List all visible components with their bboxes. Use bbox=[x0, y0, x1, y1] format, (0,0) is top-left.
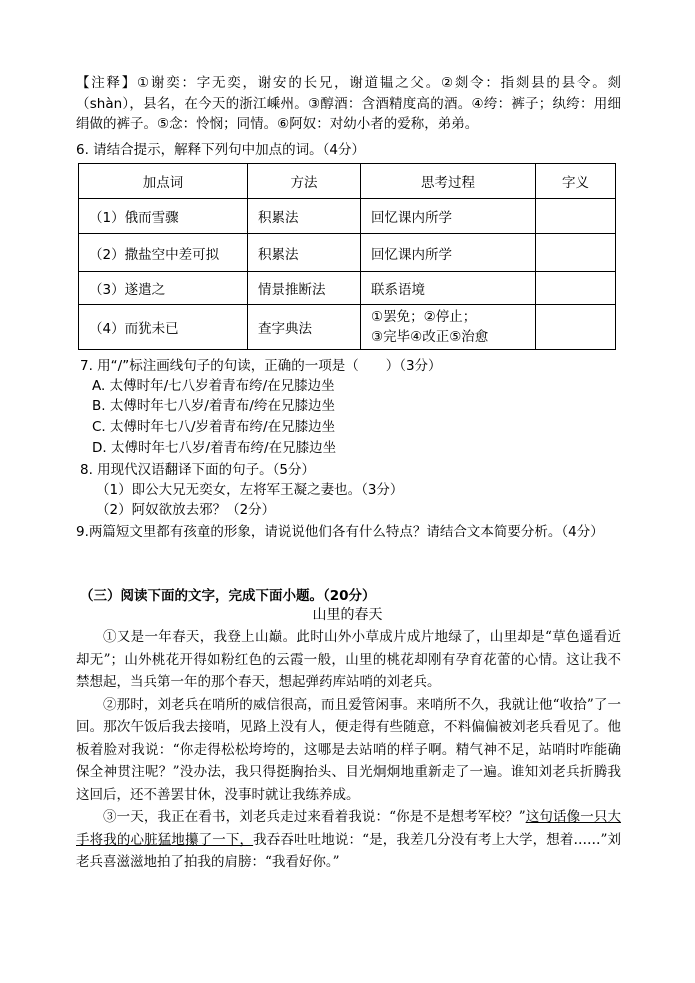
cell-method: 积累法 bbox=[248, 199, 361, 234]
cell-process: 回忆课内所学 bbox=[361, 234, 536, 272]
cell-item: （4）而犹未已 bbox=[79, 305, 248, 350]
question-8-part-2: （2）阿奴欲放去邪？（2分） bbox=[96, 502, 276, 518]
header-method: 方法 bbox=[248, 164, 361, 199]
question-8: 8. 用现代汉语翻译下面的句子。（5分） bbox=[80, 462, 316, 478]
underlined-sentence: 这句话像一只大手将我的心脏猛地攥了一下， bbox=[76, 809, 622, 848]
option-c[interactable]: C. 太傅时年七八/岁着青布绔/在兄膝边坐 bbox=[92, 419, 336, 435]
option-d[interactable]: D. 太傅时年七八岁/着青布绔/在兄膝边坐 bbox=[92, 440, 337, 456]
question-9: 9.两篇短文里都有孩童的形象，请说说他们各有什么特点？请结合文本简要分析。（4分） bbox=[76, 524, 604, 540]
question-7: 7. 用“/”标注画线句子的句读，正确的一项是（ ）（3分） bbox=[80, 358, 442, 374]
header-word: 加点词 bbox=[79, 164, 248, 199]
question-6: 6. 请结合提示，解释下列句中加点的词。（4分） bbox=[76, 142, 366, 158]
process-line-1: ①罢免；②停止； bbox=[371, 309, 477, 325]
cell-meaning[interactable] bbox=[536, 234, 616, 272]
section-3-heading: （三）阅读下面的文字，完成下面小题。（20分） bbox=[80, 588, 376, 604]
header-meaning: 字义 bbox=[536, 164, 616, 199]
option-b[interactable]: B. 太傅时年七八岁/着青布/绔在兄膝边坐 bbox=[92, 398, 335, 414]
cell-method: 查字典法 bbox=[248, 305, 361, 350]
cell-process: 回忆课内所学 bbox=[361, 199, 536, 234]
option-a[interactable]: A. 太傅时年/七八岁着青布绔/在兄膝边坐 bbox=[92, 378, 335, 394]
process-line-2: ③完毕④改正⑤治愈 bbox=[371, 329, 489, 345]
table-row bbox=[79, 199, 616, 234]
table-row bbox=[79, 234, 616, 272]
cell-method: 积累法 bbox=[248, 234, 361, 272]
passage-body bbox=[76, 626, 621, 874]
cell-item: （2）撒盐空中差可拟 bbox=[79, 234, 248, 272]
word-explanation-table bbox=[78, 163, 616, 350]
cell-method: 情景推断法 bbox=[248, 272, 361, 305]
cell-item: （3）遂遣之 bbox=[79, 272, 248, 305]
cell-meaning[interactable] bbox=[536, 305, 616, 350]
passage-title: 山里的春天 bbox=[312, 607, 383, 623]
cell-meaning[interactable] bbox=[536, 272, 616, 305]
table-row bbox=[79, 272, 616, 305]
table-header-row bbox=[79, 164, 616, 199]
paragraph-3-text: ③一天，我正在看书，刘老兵走过来看着我说：“你是不是想考军校？” bbox=[103, 809, 526, 825]
cell-item: （1）俄而雪骤 bbox=[79, 199, 248, 234]
cell-process: 联系语境 bbox=[361, 272, 536, 305]
paragraph-1: ①又是一年春天，我登上山巅。此时山外小草成片成片地绿了，山里却是“草色遥看近却无”；山外桃花开得如粉红色的云霞一般，山里的桃花却刚有孕育花蕾的心情。这让我不禁想起，当兵第一年的那个春天，想起弹药库站哨的刘老兵。 bbox=[76, 629, 621, 690]
table-row bbox=[79, 305, 616, 350]
cell-meaning[interactable] bbox=[536, 199, 616, 234]
annotation-note: 【注释】①谢奕：字无奕，谢安的长兄，谢道韫之父。②剡令：指剡县的县令。剡（shàn），县名，在今天的浙江嵊州。③醇酒：含酒精度高的酒。④绔：裤子；纨绔：用细绢做的裤子。⑤念：怜悯；同情。⑥阿奴：对幼小者的爱称，弟弟。 bbox=[76, 75, 621, 132]
header-process: 思考过程 bbox=[361, 164, 536, 199]
paragraph-3-tail: 我吞吞吐吐地说：“是，我差几分没有考上大学，想着……”刘老兵喜滋滋地拍了拍我的肩膀：“我看好你。” bbox=[76, 831, 621, 870]
paragraph-2: ②那时，刘老兵在哨所的威信很高，而且爱管闲事。来哨所不久，我就让他“收拾”了一回。那次午饭后我去接哨，见路上没有人，便走得有些随意，不料偏偏被刘老兵看见了。他板着脸对我说：“你走得松松垮垮的，这哪是去站哨的样子啊。精气神不足，站哨时咋能确保全神贯注呢？”没办法，我只得挺胸抬头、目光炯炯地重新走了一遍。谁知刘老兵折腾我这回后，还不善罢甘休，没事时就让我练养成。 bbox=[76, 696, 621, 803]
cell-process bbox=[361, 305, 536, 350]
question-8-part-1: （1）即公大兄无奕女，左将军王凝之妻也。（3分） bbox=[96, 482, 404, 498]
paragraph-3 bbox=[76, 806, 621, 874]
